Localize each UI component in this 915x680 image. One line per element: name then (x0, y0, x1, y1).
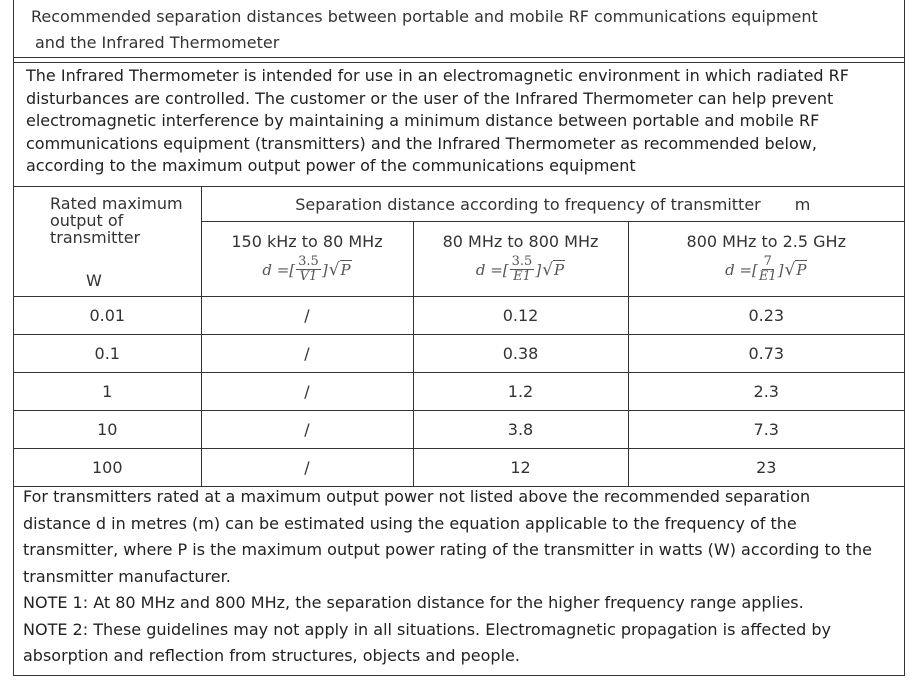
formula-numerator: 3.5 (298, 254, 319, 269)
formula-lhs: d =[ (262, 260, 296, 279)
sqrt-icon: √ (328, 259, 340, 280)
distance-formula (262, 255, 351, 284)
intro-line: communications equipment (transmitters) and the Infrared Thermometer as recommended below, (26, 133, 817, 153)
note-2: NOTE 2: These guidelines may not apply in all situations. Electromagnetic propagation is affected by (23, 619, 831, 639)
distance-cell: / (201, 297, 413, 335)
formula-fraction (759, 255, 777, 284)
formula-numerator: 7 (763, 254, 772, 269)
formula-bracket: ] (535, 260, 542, 279)
document-title (14, 0, 904, 58)
power-cell: 100 (14, 449, 201, 487)
formula-denominator: E1 (758, 269, 777, 284)
intro-line: The Infrared Thermometer is intended for use in an electromagnetic environment in which radiated RF (26, 66, 849, 85)
formula-fraction (296, 255, 321, 284)
intro-line: electromagnetic interference by maintaining a minimum distance between portable and mobile RF (26, 111, 820, 130)
note-1: NOTE 1: At 80 MHz and 800 MHz, the separation distance for the higher frequency range applies. (23, 593, 804, 612)
title-line-1: Recommended separation distances between portable and mobile RF communications equipment (31, 7, 818, 26)
distance-cell: 12 (413, 449, 628, 487)
band-header-1 (201, 222, 413, 297)
note-line: absorption and reflection from structures, objects and people. (23, 646, 520, 665)
table-row (14, 373, 904, 411)
formula-variable: P (796, 261, 807, 279)
formula-bracket: ] (777, 260, 784, 279)
intro-line: according to the maximum output power of the communications equipment (26, 156, 636, 175)
notes-section (14, 484, 904, 670)
rated-output-unit: W (86, 271, 102, 290)
distance-cell: / (201, 373, 413, 411)
separation-header-label: Separation distance according to frequency of transmitter (295, 194, 761, 214)
distance-cell: / (201, 335, 413, 373)
band-header-2 (413, 222, 628, 297)
intro-line: disturbances are controlled. The customer or the user of the Infrared Thermometer can help prevent (26, 88, 834, 108)
formula-denominator: V1 (299, 269, 318, 284)
distance-cell: 7.3 (628, 411, 904, 449)
table-row (14, 411, 904, 449)
distance-formula (725, 255, 807, 284)
note-line: transmitter, where P is the maximum output power rating of the transmitter in watts (W) according to the (23, 540, 872, 559)
intro-paragraph (14, 62, 904, 190)
band-header-3 (628, 222, 904, 297)
document-page (13, 0, 905, 676)
rated-output-label: Rated maximum output of transmitter (50, 194, 183, 247)
formula-fraction (510, 255, 535, 284)
formula-lhs: d =[ (725, 260, 758, 279)
sqrt-icon: √ (542, 259, 554, 280)
formula-variable: P (554, 261, 565, 279)
power-cell: 10 (14, 411, 201, 449)
note-line: distance d in metres (m) can be estimated using the equation applicable to the frequency of the (23, 513, 797, 533)
distance-cell: 23 (628, 449, 904, 487)
table-row (14, 335, 904, 373)
formula-variable: P (340, 261, 351, 279)
distance-cell: / (201, 411, 413, 449)
table-row (14, 297, 904, 335)
distance-cell: 1.2 (413, 373, 628, 411)
sqrt-icon: √ (784, 259, 796, 280)
band-label: 150 kHz to 80 MHz (231, 232, 383, 251)
table-row (14, 449, 904, 487)
separation-distance-header (201, 187, 904, 222)
note-line: For transmitters rated at a maximum output power not listed above the recommended separation (23, 487, 811, 506)
distance-cell: / (201, 449, 413, 487)
distance-cell: 2.3 (628, 373, 904, 411)
band-label: 80 MHz to 800 MHz (442, 232, 599, 251)
band-label: 800 MHz to 2.5 GHz (686, 232, 846, 251)
distance-formula (476, 255, 565, 284)
note-line: transmitter manufacturer. (23, 566, 231, 586)
separation-distance-table (14, 186, 904, 487)
formula-denominator: E1 (513, 269, 531, 284)
power-cell: 1 (14, 373, 201, 411)
formula-bracket: ] (321, 260, 328, 279)
formula-lhs: d =[ (475, 260, 509, 279)
power-cell: 0.1 (14, 335, 201, 373)
distance-cell: 0.38 (413, 335, 628, 373)
formula-numerator: 3.5 (511, 254, 533, 269)
title-line-2: and the Infrared Thermometer (35, 33, 280, 52)
distance-cell: 0.73 (628, 335, 904, 373)
distance-cell: 3.8 (413, 411, 628, 449)
distance-cell: 0.23 (628, 297, 904, 335)
power-cell: 0.01 (14, 297, 201, 335)
distance-cell: 0.12 (413, 297, 628, 335)
rated-output-header (14, 187, 201, 297)
separation-unit: m (794, 194, 811, 214)
